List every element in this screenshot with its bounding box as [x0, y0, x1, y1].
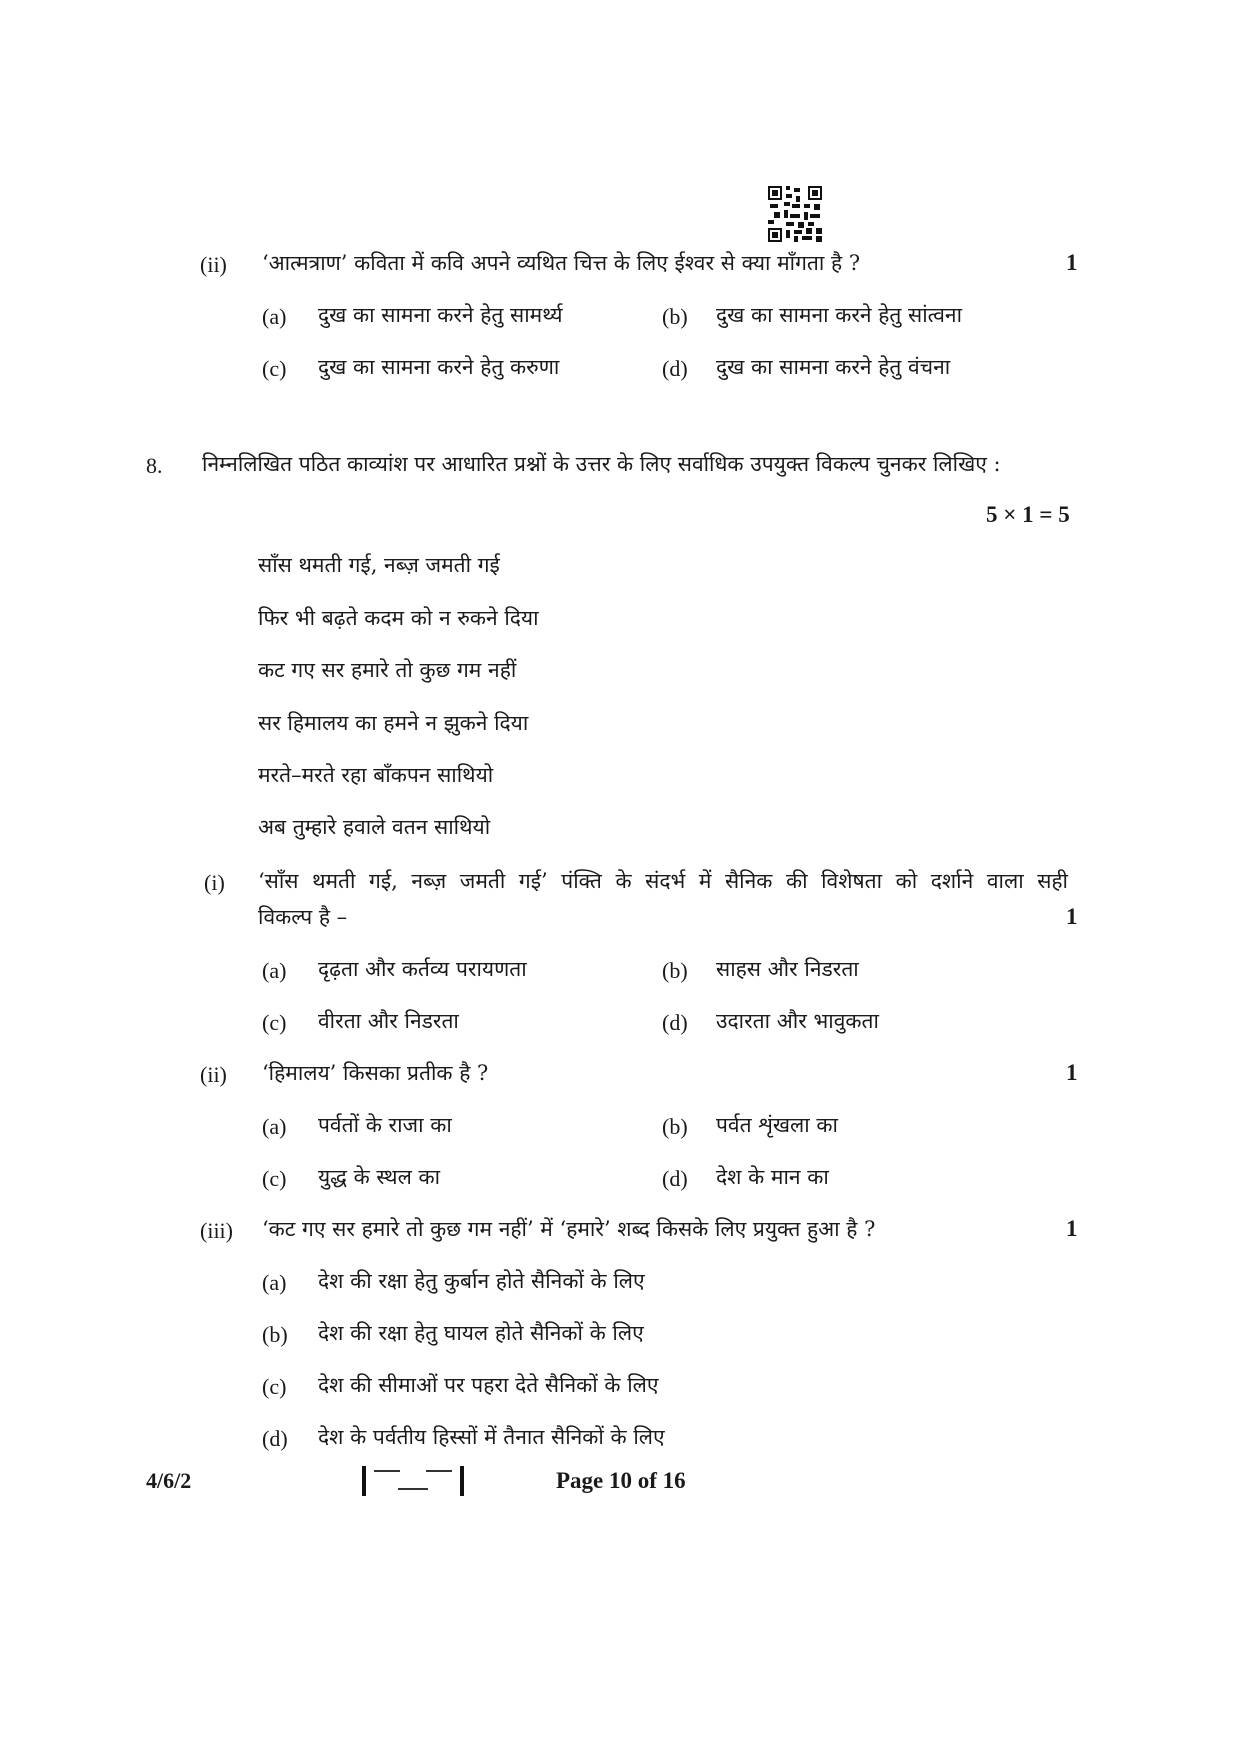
option-label: (a) [262, 1114, 287, 1139]
poem-line: कट गए सर हमारे तो कुछ गम नहीं [258, 658, 517, 682]
option-text: देश की सीमाओं पर पहरा देते सैनिकों के लिए [318, 1373, 659, 1397]
option-label: (b) [662, 304, 688, 329]
poem-line: मरते–मरते रहा बाँकपन साथियो [258, 763, 494, 787]
option-label: (a) [262, 304, 287, 329]
option-text: दुख का सामना करने हेतु वंचना [716, 355, 951, 379]
sub-question-text: ‘हिमालय’ किसका प्रतीक है ? [262, 1061, 489, 1085]
page-number: Page 10 of 16 [556, 1468, 686, 1493]
barcode-icon [362, 1466, 464, 1496]
option-text: दुख का सामना करने हेतु सांत्वना [716, 303, 963, 327]
poem-line: सर हिमालय का हमने न झुकने दिया [258, 711, 529, 735]
marks: 1 [1066, 250, 1078, 275]
option-text: दुख का सामना करने हेतु सामर्थ्य [318, 303, 563, 327]
option-label: (a) [262, 1270, 287, 1295]
option-text: पर्वत शृंखला का [716, 1113, 838, 1137]
option-text: दृढ़ता और कर्तव्य परायणता [318, 957, 527, 981]
marks: 1 [1066, 1060, 1078, 1085]
question-text: निम्नलिखित पठित काव्यांश पर आधारित प्रश्नों के उत्तर के लिए सर्वाधिक उपयुक्त विकल्प चुनकर लिखिए : [202, 452, 1001, 476]
option-text: देश की रक्षा हेतु कुर्बान होते सैनिकों के लिए [318, 1269, 645, 1293]
option-label: (d) [662, 1166, 688, 1191]
sub-question-text: विकल्प है – [258, 905, 348, 929]
option-text: पर्वतों के राजा का [318, 1113, 452, 1137]
option-label: (a) [262, 958, 287, 983]
option-text: देश के पर्वतीय हिस्सों में तैनात सैनिकों के लिए [318, 1425, 665, 1449]
option-text: देश के मान का [716, 1165, 829, 1189]
option-label: (d) [662, 1010, 688, 1035]
option-label: (c) [262, 1374, 287, 1399]
question-text: ‘आत्मत्राण’ कविता में कवि अपने व्यथित चित्त के लिए ईश्वर से क्या माँगता है ? [262, 251, 861, 275]
sub-question-number: (i) [204, 870, 225, 895]
option-label: (c) [262, 356, 287, 381]
poem-line: साँस थमती गई, नब्ज़ जमती गई [258, 553, 500, 577]
option-label: (c) [262, 1166, 287, 1191]
option-text: उदारता और भावुकता [716, 1009, 879, 1033]
option-label: (b) [662, 958, 688, 983]
paper-code: 4/6/2 [146, 1468, 192, 1493]
option-label: (b) [262, 1322, 288, 1347]
option-label: (d) [262, 1426, 288, 1451]
option-label: (c) [262, 1010, 287, 1035]
option-label: (b) [662, 1114, 688, 1139]
sub-question-number: (iii) [200, 1218, 233, 1243]
qr-code-icon [768, 186, 822, 242]
option-text: देश की रक्षा हेतु घायल होते सैनिकों के लिए [318, 1321, 644, 1345]
option-text: युद्ध के स्थल का [318, 1165, 441, 1189]
marks: 1 [1066, 1216, 1078, 1241]
option-text: साहस और निडरता [716, 957, 859, 981]
option-text: दुख का सामना करने हेतु करुणा [318, 355, 560, 379]
poem-line: फिर भी बढ़ते कदम को न रुकने दिया [258, 606, 539, 630]
sub-question-text: ‘कट गए सर हमारे तो कुछ गम नहीं’ में ‘हमारे’ शब्द किसके लिए प्रयुक्त हुआ है ? [262, 1217, 876, 1241]
marks: 1 [1066, 904, 1078, 929]
sub-question-number: (ii) [200, 1062, 227, 1087]
option-label: (d) [662, 356, 688, 381]
question-number: 8. [146, 453, 163, 478]
marks: 5 × 1 = 5 [986, 502, 1070, 527]
sub-question-text: ‘साँस थमती गई, नब्ज़ जमती गई’ पंक्ति के संदर्भ में सैनिक की विशेषता को दर्शाने वाला सही [258, 869, 1068, 893]
poem-line: अब तुम्हारे हवाले वतन साथियो [258, 815, 491, 839]
question-number: (ii) [200, 252, 227, 277]
option-text: वीरता और निडरता [318, 1009, 459, 1033]
